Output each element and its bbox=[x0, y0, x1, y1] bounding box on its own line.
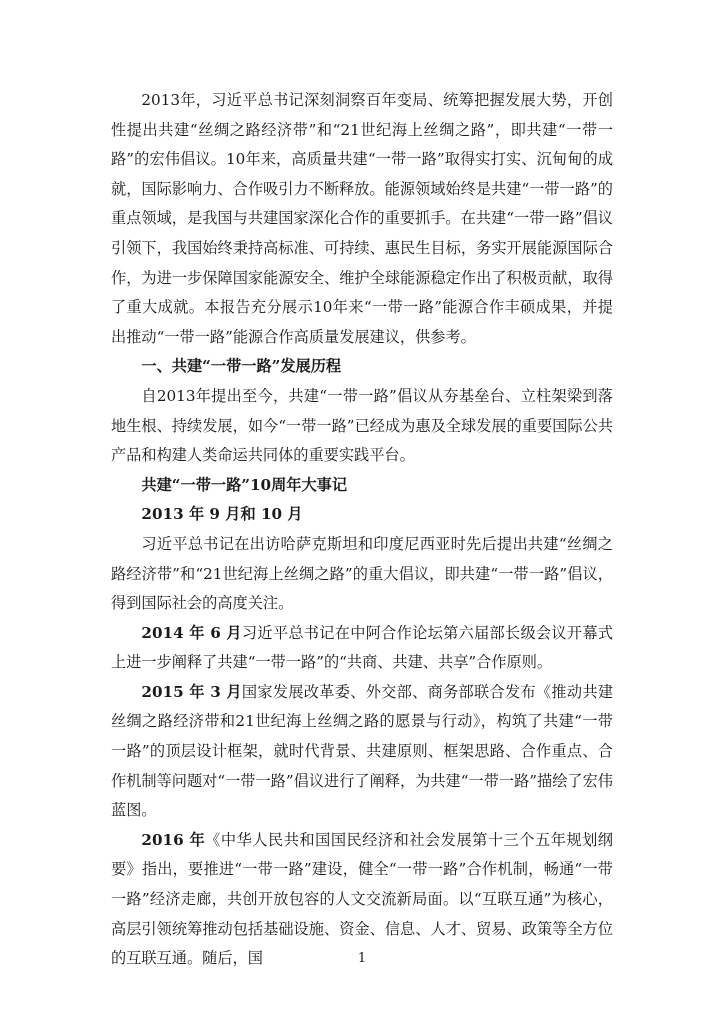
milestones-heading: 共建“一带一路”10周年大事记 bbox=[141, 475, 348, 494]
event-2014-paragraph bbox=[111, 619, 613, 678]
event-2014-date: 2014 年 6 月 bbox=[141, 623, 242, 642]
event-2014-text: 习近平总书记在中阿合作论坛第六届部长级会议开幕式上进一步阐释了共建“一带一路”的“共商、共建、共享”合作原则。 bbox=[111, 623, 614, 672]
event-2013-paragraph: 习近平总书记在出访哈萨克斯坦和印度尼西亚时先后提出共建“丝绸之路经济带”和“21世纪海上丝绸之路”的重大倡议，即共建“一带一路”倡议，得到国际社会的高度关注。 bbox=[111, 534, 613, 613]
event-2016-text: 《中华人民共和国国民经济和社会发展第十三个五年规划纲要》指出，要推进“一带一路”建设，健全“一带一路”合作机制，畅通“一带一路”经济走廊，共创开放包容的人文交流新局面。以“互联互通”为核心，高层引领统筹推动包括基础设施、资金、信息、人才、贸易、政策等全方位的互联互通。随后，国 bbox=[111, 830, 613, 968]
document-body bbox=[111, 86, 613, 974]
section-heading-history: 一、共建“一带一路”发展历程 bbox=[141, 357, 342, 376]
event-2015-paragraph bbox=[111, 678, 613, 826]
intro-paragraph: 2013年，习近平总书记深刻洞察百年变局、统筹把握发展大势，开创性提出共建“丝绸之路经济带”和“21世纪海上丝绸之路”，即共建“一带一路”的宏伟倡议。10年来，高质量共建“一带一路”取得实打实、沉甸甸的成就，国际影响力、合作吸引力不断释放。能源领域始终是共建“一带一路”的重点领域，是我国与共建国家深化合作的重要抓手。在共建“一带一路”倡议引领下，我国始终秉持高标准、可持续、惠民生目标，务实开展能源国际合作，为进一步保障国家能源安全、维护全球能源稳定作出了积极贡献，取得了重大成就。本报告充分展示10年来“一带一路”能源合作丰硕成果，并提出推动“一带一路”能源合作高质量发展建议，供参考。 bbox=[111, 91, 613, 346]
history-paragraph: 自2013年提出至今，共建“一带一路”倡议从夯基垒台、立柱架梁到落地生根、持续发展，如今“一带一路”已经成为惠及全球发展的重要国际公共产品和构建人类命运共同体的重要实践平台。 bbox=[111, 386, 613, 465]
date-heading-2013: 2013 年 9 月和 10 月 bbox=[141, 505, 303, 524]
page-number: 1 bbox=[357, 951, 367, 966]
event-2016-date: 2016 年 bbox=[141, 830, 206, 849]
event-2015-text: 国家发展改革委、外交部、商务部联合发布《推动共建丝绸之路经济带和21世纪海上丝绸之路的愿景与行动》，构筑了共建“一带一路”的顶层设计框架，就时代背景、共建原则、框架思路、合作重点、合作机制等问题对“一带一路”倡议进行了阐释，为共建“一带一路”描绘了宏伟蓝图。 bbox=[111, 682, 614, 820]
event-2015-date: 2015 年 3 月 bbox=[141, 682, 242, 701]
